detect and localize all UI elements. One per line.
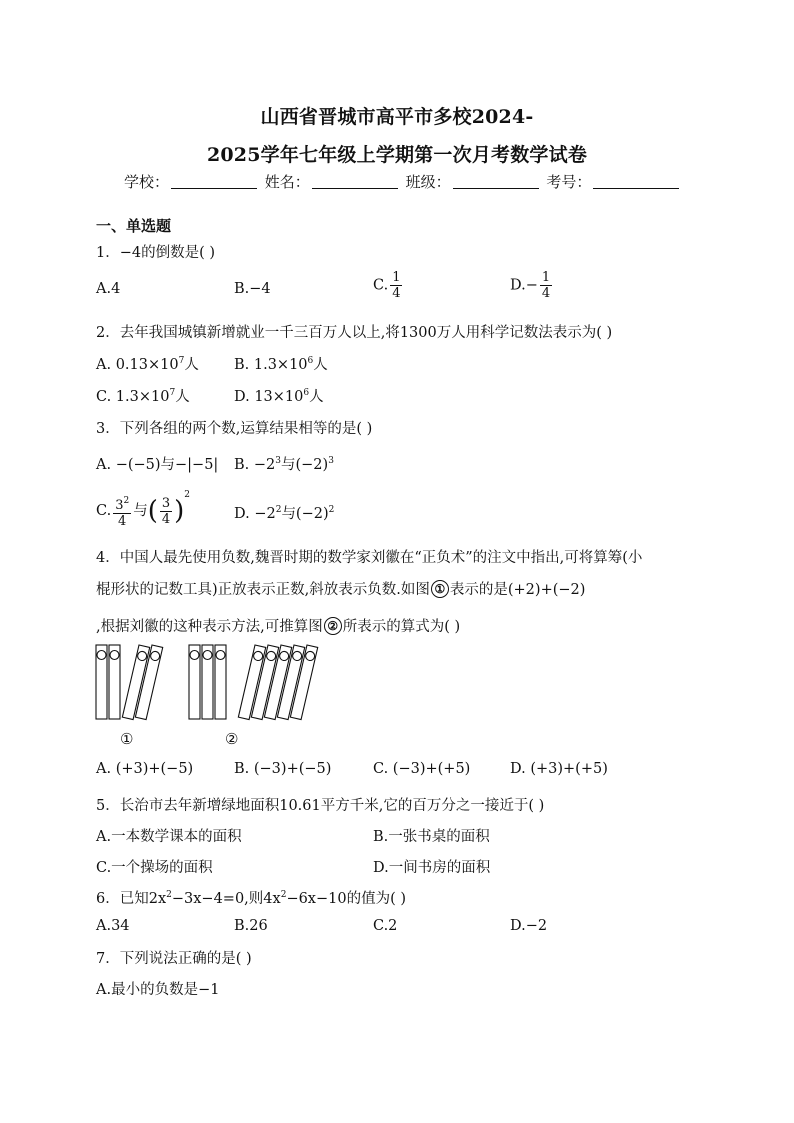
- student-info-row: [124, 171, 682, 192]
- q2-option-a: [96, 353, 199, 374]
- q4-line3-tail: 所表示的算式为( ): [342, 619, 461, 635]
- school-label: 学校：: [124, 173, 170, 191]
- q3-option-b: [234, 453, 334, 474]
- q3-b-part1: B. −2: [234, 457, 276, 473]
- q2-a-unit: 人: [184, 357, 199, 373]
- q6-exp1: 2: [166, 890, 172, 900]
- q4-figure2-ref: ②: [324, 617, 342, 635]
- question-5-stem: 5．长治市去年新增绿地面积10.61平方千米,它的百万分之一接近于( ): [96, 798, 545, 814]
- q1-c-fraction: [390, 270, 402, 301]
- q4-option-b: B. (−3)+(−5): [234, 761, 332, 777]
- q4-line2-expr: 表示的是(+2)+(−2): [449, 582, 586, 598]
- q6-option-b: B.26: [234, 918, 268, 934]
- q2-a-base: A. 0.13×10: [96, 357, 179, 373]
- slanted-rod: [238, 645, 265, 720]
- slanted-rod: [290, 645, 317, 720]
- q3-c-exp: 2: [184, 490, 191, 500]
- q6-exp2: 2: [280, 890, 287, 900]
- exam-number-blank[interactable]: [593, 174, 679, 189]
- q3-d-part2: 与(−2): [281, 506, 329, 522]
- slanted-rod: [135, 645, 162, 720]
- class-blank[interactable]: [453, 174, 539, 189]
- q4-figure1-ref: ①: [431, 580, 449, 598]
- slanted-rod: [277, 645, 304, 720]
- upright-rod: [189, 645, 200, 719]
- q2-d-unit: 人: [309, 389, 324, 405]
- q6-option-c: C.2: [373, 918, 398, 934]
- q3-d-exp2: 2: [328, 505, 335, 515]
- q3-c-num1-base: 3: [115, 497, 124, 513]
- q2-d-exp: 6: [303, 388, 310, 398]
- section-title: 一、单选题: [96, 217, 172, 235]
- q3-d-part1: D. −2: [234, 506, 276, 522]
- q2-b-base: B. 1.3×10: [234, 357, 308, 373]
- q3-option-c: [96, 490, 190, 529]
- q1-d-fraction: [540, 270, 552, 301]
- q2-c-unit: 人: [175, 389, 190, 405]
- figure-1-label: ①: [120, 730, 134, 748]
- q1-option-a: A.4: [96, 281, 121, 297]
- q3-c-num2: 3: [161, 495, 171, 511]
- q1-option-d: [510, 270, 554, 301]
- q1-d-prefix: D.−: [510, 277, 538, 294]
- question-1-stem: 1．−4的倒数是( ): [96, 245, 216, 261]
- question-4-line2: [96, 578, 585, 599]
- q4-option-a: A. (+3)+(−5): [96, 761, 194, 777]
- q5-option-b: B.一张书桌的面积: [373, 829, 490, 845]
- q7-option-a: A.最小的负数是−1: [96, 982, 220, 998]
- exam-title-line1: 山西省晋城市高平市多校2024-: [260, 106, 534, 128]
- q3-d-exp1: 2: [275, 505, 282, 515]
- upright-rod: [109, 645, 120, 719]
- q3-option-a: A. −(−5)与−|−5|: [96, 457, 219, 473]
- q2-option-c: [96, 385, 190, 406]
- school-blank[interactable]: [171, 174, 257, 189]
- class-label: 班级：: [405, 173, 451, 191]
- q4-option-c: C. (−3)+(+5): [373, 761, 471, 777]
- q3-c-prefix: C.: [96, 503, 112, 519]
- q6-option-a: A.34: [96, 918, 130, 934]
- upright-rod: [202, 645, 213, 719]
- q2-b-exp: 6: [307, 356, 314, 366]
- name-blank[interactable]: [312, 174, 398, 189]
- counting-rods-figure: [90, 640, 350, 725]
- q6-option-d: D.−2: [510, 918, 548, 934]
- q4-option-d: D. (+3)+(+5): [510, 761, 608, 777]
- q2-a-exp: 7: [178, 356, 185, 366]
- q1-c-prefix: C.: [373, 277, 389, 294]
- question-7-stem: 7．下列说法正确的是( ): [96, 951, 252, 967]
- q2-c-base: C. 1.3×10: [96, 389, 170, 405]
- exam-number-label: 考号：: [546, 173, 592, 191]
- slanted-rod: [264, 645, 291, 720]
- upright-rod: [96, 645, 107, 719]
- name-label: 姓名：: [264, 173, 310, 191]
- q3-c-fraction1: [113, 494, 131, 529]
- exam-title-line2: 2025学年七年级上学期第一次月考数学试卷: [206, 144, 588, 166]
- q2-d-base: D. 13×10: [234, 389, 304, 405]
- q3-c-fraction2: [160, 496, 172, 527]
- q3-c-den1: 4: [118, 513, 127, 529]
- question-4-line3: [96, 615, 460, 636]
- question-6-stem: [96, 887, 406, 908]
- q6-part1: 6．已知2x: [96, 891, 167, 907]
- q1-c-den: 4: [392, 286, 401, 301]
- slanted-rod: [251, 645, 278, 720]
- question-3-stem: 3．下列各组的两个数,运算结果相等的是( ): [96, 421, 373, 437]
- q3-option-d: [234, 502, 334, 523]
- upright-rod: [215, 645, 226, 719]
- q4-line2-text: 棍形状的记数工具)正放表示正数,斜放表示负数.如图: [96, 582, 430, 598]
- slanted-rod: [122, 645, 149, 720]
- q3-c-num1: [113, 494, 131, 514]
- q4-line3-text: ,根据刘徽的这种表示方法,可推算图: [96, 619, 323, 635]
- q3-b-part2: 与(−2): [280, 457, 329, 473]
- q1-d-den: 4: [541, 286, 551, 301]
- q3-c-den2: 4: [161, 511, 171, 527]
- q2-option-d: [234, 385, 324, 406]
- q2-option-b: [234, 353, 328, 374]
- q5-option-a: A.一本数学课本的面积: [96, 829, 242, 845]
- q3-c-num1-exp: 2: [123, 495, 130, 506]
- q3-c-right-paren: ): [174, 496, 185, 526]
- q1-c-num: 1: [392, 270, 401, 285]
- q5-option-c: C.一个操场的面积: [96, 860, 213, 876]
- q6-part3: −6x−10的值为( ): [286, 891, 407, 907]
- figure-2-label: ②: [225, 730, 239, 748]
- q1-d-num: 1: [541, 270, 551, 285]
- q3-b-exp2: 3: [328, 456, 334, 466]
- q2-b-unit: 人: [313, 357, 328, 373]
- q3-c-mid: 与: [133, 503, 148, 519]
- q3-b-exp1: 3: [275, 456, 281, 466]
- question-2-stem: 2．去年我国城镇新增就业一千三百万人以上,将1300万人用科学记数法表示为( ): [96, 325, 613, 341]
- q1-option-c: [373, 270, 404, 301]
- q6-part2: −3x−4=0,则4x: [171, 891, 281, 907]
- q2-c-exp: 7: [169, 388, 176, 398]
- q1-option-b: B.−4: [234, 281, 271, 297]
- question-4-line1: 4．中国人最先使用负数,魏晋时期的数学家刘徽在“正负术”的注文中指出,可将算筹(小: [96, 550, 643, 566]
- q5-option-d: D.一间书房的面积: [373, 860, 491, 876]
- q3-c-left-paren: (: [147, 496, 158, 526]
